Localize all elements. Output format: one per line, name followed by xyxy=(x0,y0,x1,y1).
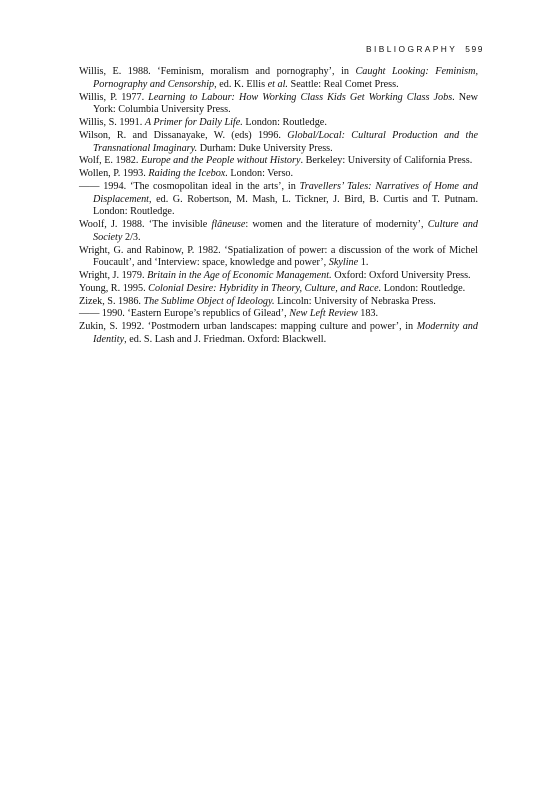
entry-title-italic: A Primer for Daily Life. xyxy=(144,117,243,128)
entry-text: Willis, S. 1991. xyxy=(79,117,145,128)
bibliography-entry xyxy=(79,181,478,219)
entry-text: : women and the literature of modernity’, xyxy=(245,219,428,230)
bibliography-entry xyxy=(79,296,478,309)
entry-text: , ed. K. Ellis xyxy=(214,78,268,90)
page-number: 599 xyxy=(465,44,484,54)
entry-text: , ed. G. Robertson, M. Mash, L. Tickner, J. Bird, B. Curtis and T. Putnam. London: Routledge. xyxy=(93,193,478,218)
entry-title-italic: Skyline xyxy=(328,257,359,269)
bibliography-entry xyxy=(79,308,478,321)
bibliography-entry xyxy=(79,245,478,271)
entry-text: Wilson, R. and Dissanayake, W. (eds) 1996. xyxy=(79,129,288,141)
entry-title-italic: flâneuse xyxy=(211,219,246,230)
entry-text: Wolf, E. 1982. xyxy=(79,155,141,167)
entry-text: . Berkeley: University of California Press. xyxy=(300,155,473,167)
entry-text: Wright, G. and Rabinow, P. 1982. ‘Spatialization of power: a discussion of the work of Michel Foucault’, and ‘Interview: space, knowledge and power’, xyxy=(79,244,478,269)
entry-text: 2/3. xyxy=(122,231,141,243)
entry-text: Young, R. 1995. xyxy=(79,282,149,294)
entry-title-italic: Caught Looking: Feminism, Pornography and Censorship xyxy=(93,66,478,90)
entry-text: 1. xyxy=(358,257,369,269)
entry-text: Lincoln: University of Nebraska Press. xyxy=(274,295,436,307)
entry-text: , ed. S. Lash and J. Friedman. Oxford: Blackwell. xyxy=(124,333,327,345)
entry-text: Oxford: Oxford University Press. xyxy=(331,270,471,281)
bibliography-list xyxy=(79,66,478,347)
entry-text: Seattle: Real Comet Press. xyxy=(287,78,399,90)
bibliography-entry xyxy=(79,66,478,92)
running-header-title: BIBLIOGRAPHY xyxy=(366,44,458,54)
entry-title-italic: Modernity and Identity xyxy=(93,321,478,345)
entry-text: Zukin, S. 1992. ‘Postmodern urban landscapes: mapping culture and power’, in xyxy=(79,321,417,332)
entry-text: —— 1990. ‘Eastern Europe’s republics of Gilead’, xyxy=(79,308,290,320)
entry-text: Wollen, P. 1993. xyxy=(79,168,149,179)
entry-text: Woolf, J. 1988. ‘The invisible xyxy=(79,219,212,230)
entry-title-italic: Travellers’ Tales: Narratives of Home and Displacement xyxy=(93,180,478,205)
bibliography-entry xyxy=(79,283,478,296)
entry-title-italic: Culture and Society xyxy=(93,219,478,243)
entry-title-italic: The Sublime Object of Ideology. xyxy=(143,295,275,307)
entry-text: Wright, J. 1979. xyxy=(79,270,148,281)
entry-text: Willis, P. 1977. xyxy=(79,91,149,103)
running-header xyxy=(366,44,484,54)
entry-text: 183. xyxy=(357,308,379,320)
bibliography-entry xyxy=(79,92,478,118)
entry-text: London: Routledge. xyxy=(381,282,466,294)
entry-title-italic: et al. xyxy=(267,78,288,90)
entry-title-italic: Europe and the People without History xyxy=(141,155,301,167)
entry-text: London: Verso. xyxy=(227,168,294,179)
bibliography-entry xyxy=(79,321,478,347)
bibliography-entry xyxy=(79,155,478,168)
entry-text: . New York: Columbia University Press. xyxy=(93,91,478,116)
entry-title-italic: Colonial Desire: Hybridity in Theory, Culture, and Race. xyxy=(148,282,382,294)
entry-title-italic: New Left Review xyxy=(289,308,358,320)
bibliography-entry xyxy=(79,168,478,181)
entry-text: Zizek, S. 1986. xyxy=(79,295,144,307)
entry-title-italic: Raiding the Icebox. xyxy=(148,168,228,179)
entry-title-italic: Global/Local: Cultural Production and the Transnational Imaginary. xyxy=(93,129,478,154)
bibliography-entry xyxy=(79,130,478,156)
bibliography-entry xyxy=(79,270,478,283)
entry-text: —— 1994. ‘The cosmopolitan ideal in the arts’, in xyxy=(79,180,300,192)
entry-title-italic: Learning to Labour: How Working Class Kids Get Working Class Jobs xyxy=(148,91,453,103)
entry-title-italic: Britain in the Age of Economic Management. xyxy=(147,270,332,281)
entry-text: London: Routledge. xyxy=(242,117,327,128)
bibliography-entry xyxy=(79,117,478,130)
entry-text: Willis, E. 1988. ‘Feminism, moralism and pornography’, in xyxy=(79,66,356,77)
bibliography-entry xyxy=(79,219,478,245)
entry-text: Durham: Duke University Press. xyxy=(197,142,333,154)
